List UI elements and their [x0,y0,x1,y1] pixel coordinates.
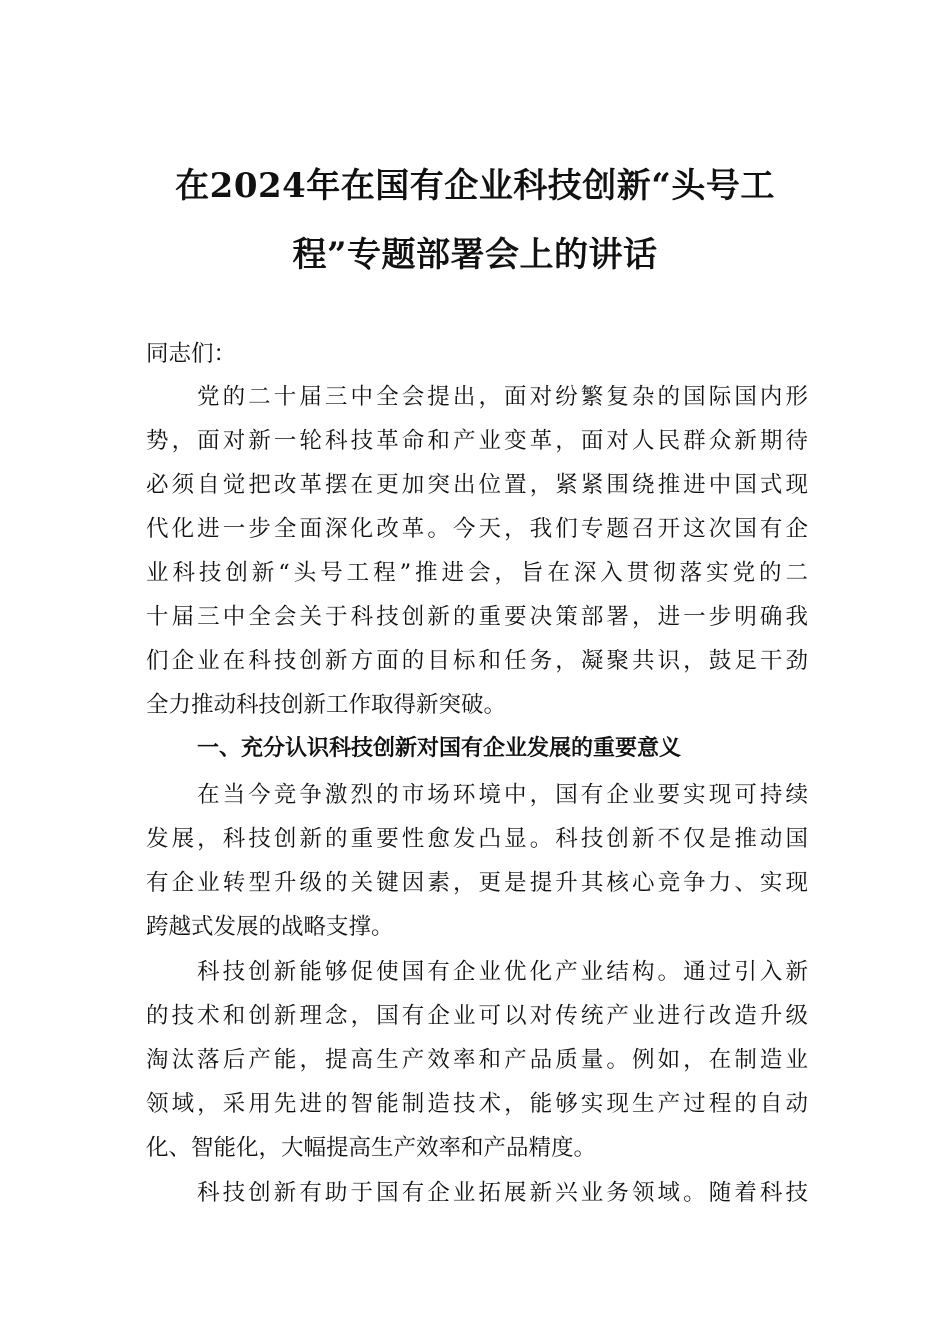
section-heading: 一、充分认识科技创新对国有企业发展的重要意义 [197,736,682,761]
paragraph-line: 们企业在科技创新方面的目标和任务，凝聚共识，鼓足干劲 [146,648,808,674]
paragraph-line: 领域，采用先进的智能制造技术，能够实现生产过程的自动 [146,1091,808,1117]
paragraph-line: 发展，科技创新的重要性愈发凸显。科技创新不仅是推动国 [146,826,808,852]
salutation: 同志们： [146,341,237,367]
paragraph-line: 业科技创新“头号工程”推进会，旨在深入贯彻落实党的二 [146,560,808,586]
paragraph-line: 化、智能化，大幅提高生产效率和产品精度。 [146,1135,597,1161]
paragraph-line: 科技创新能够促使国有企业优化产业结构。通过引入新 [197,959,808,985]
paragraph-line: 必须自觉把改革摆在更加突出位置，紧紧围绕推进中国式现 [146,472,808,498]
paragraph-line: 有企业转型升级的关键因素，更是提升其核心竞争力、实现 [146,870,808,896]
paragraph-line: 势，面对新一轮科技革命和产业变革，面对人民群众新期待 [146,428,808,454]
paragraph-line: 的技术和创新理念，国有企业可以对传统产业进行改造升级 [146,1003,808,1029]
paragraph-line: 跨越式发展的战略支撑。 [146,914,394,940]
paragraph-line: 代化进一步全面深化改革。今天，我们专题召开这次国有企 [146,516,808,542]
title-line-1: 在2024年在国有企业科技创新“头号工 [175,166,775,206]
paragraph-line: 十届三中全会关于科技创新的重要决策部署，进一步明确我 [146,604,808,630]
paragraph-line: 全力推动科技创新工作取得新突破。 [146,692,507,718]
title-line-2: 程”专题部署会上的讲话 [292,235,658,275]
paragraph-line: 在当今竞争激烈的市场环境中，国有企业要实现可持续 [197,782,808,808]
paragraph-line: 党的二十届三中全会提出，面对纷繁复杂的国际国内形 [197,384,808,410]
paragraph-line: 淘汰落后产能，提高生产效率和产品质量。例如，在制造业 [146,1047,808,1073]
paragraph-line: 科技创新有助于国有企业拓展新兴业务领域。随着科技 [197,1180,808,1206]
